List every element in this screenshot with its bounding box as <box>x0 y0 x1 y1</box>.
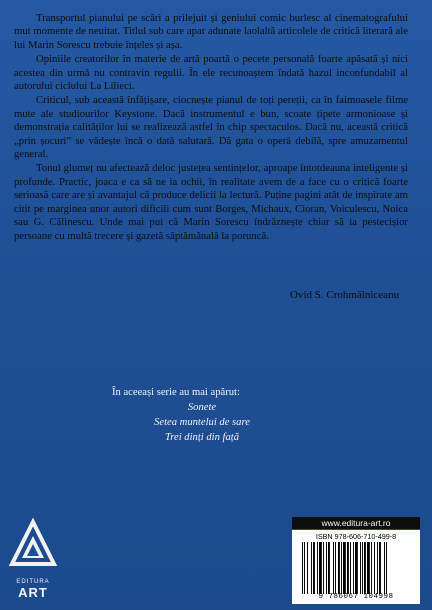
triangle-logo-icon <box>8 518 58 574</box>
blurb-text <box>14 12 408 244</box>
publisher-label: EDITURA <box>16 579 50 585</box>
series-title: Trei dinți din față <box>164 432 240 443</box>
blurb-paragraph-4: Tonul glumeț nu afectează deloc justețea sentințelor, aproape întotdeauna inteligente și profunde. Practic, joaca e ca să ne ia ochii, în realitate avem de a face cu o critică foarte serioasă care are și avantajul că produce delicii la lectură. Puține pagini atât de inspirate am citit pe marginea unor autori dificili cum sunt Borges, Michaux, Cioran, Voiculescu, Noica sau G. Călinescu. Unde mai pui că Marin Sorescu îndrăznește chiar să ia pestecișior persoane cu multă trecere și gazetă săptămânală la poruncă. <box>14 162 408 242</box>
series-title: Sonete <box>187 402 217 413</box>
ean-number: 9 786067 104998 <box>318 593 394 601</box>
series-list <box>112 385 352 445</box>
isbn-label: ISBN 978-606-710-499-8 <box>315 532 397 541</box>
blurb-paragraph-3: Criticul, sub această înfățișare, ciocnește pianul de toți pereții, ca în faimoasele filme mute ale studiourilor Keystone. Dacă instrumentul e bun, scoate țipete armonioase și demonstrația calităților lui se realizează astfel în chip spectaculos. Dacă nu, această critică „prin șocuri” se vădește încă o dată salutară. Dă gata o operă debilă, spre amuzamentul general. <box>14 94 408 161</box>
series-title: Setea muntelui de sare <box>154 417 250 428</box>
blurb-paragraph-2: Opiniile creatorilor în materie de artă poartă o pecete personală foarte apăsată și nici acestea din urmă nu contravin regulii. În ele recunoaștem îndată hazul inconfundabil al autorului ciclului La Lilieci. <box>14 53 408 93</box>
blurb-paragraph-1: Transportul pianului pe scări a prilejuit și geniului comic burlesc al cinematografului mut momente de neuitat. Titlul sub care apar adunate laolaltă articolele de critică literară ale lui Marin Sorescu trebuie înțeles și așa. <box>14 12 408 51</box>
series-heading: În aceeași serie au mai apărut: <box>112 387 240 398</box>
publisher-brand: ART <box>18 585 48 600</box>
barcode-panel <box>292 530 420 604</box>
publisher-logo <box>8 518 58 606</box>
publisher-website: www.editura-art.ro <box>292 517 420 529</box>
author-signature: Ovid S. Crohmălniceanu <box>290 289 400 301</box>
barcode-icon <box>302 542 414 594</box>
